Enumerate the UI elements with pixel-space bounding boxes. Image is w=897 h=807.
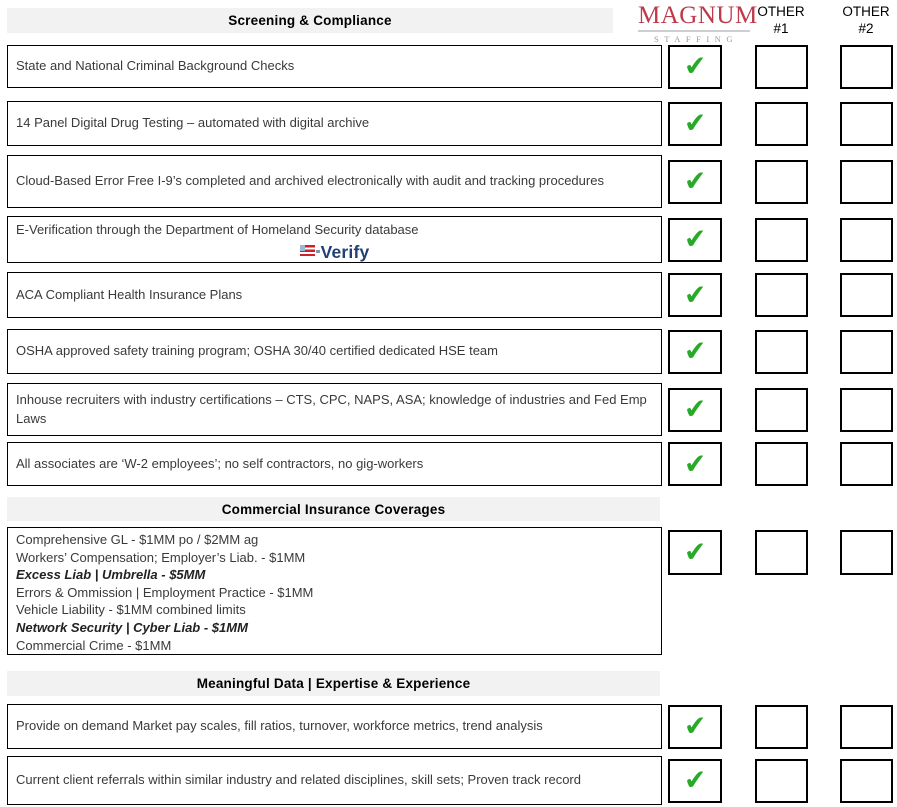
- other2-line2: #2: [858, 21, 874, 36]
- criteria-text: State and National Criminal Background Checks: [7, 45, 662, 88]
- insurance-line: Workers’ Compensation; Employer’s Liab. - $1MM: [16, 549, 306, 565]
- section-header-insurance: [7, 497, 660, 521]
- insurance-line: Network Security | Cyber Liab - $1MM: [16, 619, 248, 635]
- criteria-row: [0, 442, 897, 486]
- everify-logo: [300, 242, 370, 262]
- other2-check-cell: [840, 705, 893, 749]
- everify-wordmark: Verify: [320, 241, 370, 262]
- other2-check-cell: [840, 273, 893, 317]
- check-icon: ✔: [682, 165, 708, 198]
- other2-check-cell: [840, 442, 893, 486]
- other1-check-cell: [755, 530, 808, 575]
- criteria-text: All associates are ‘W-2 employees’; no self contractors, no gig-workers: [7, 442, 662, 486]
- logo-divider: [638, 30, 750, 32]
- everify-flag-icon: [300, 245, 315, 258]
- criteria-text: Cloud-Based Error Free I-9’s completed and archived electronically with audit and tracking procedures: [7, 155, 662, 208]
- check-icon: ✔: [682, 393, 708, 426]
- criteria-text: [7, 527, 662, 655]
- other1-check-cell: [755, 705, 808, 749]
- check-icon: ✔: [682, 107, 708, 140]
- criteria-row: [0, 527, 897, 655]
- other2-line1: OTHER: [842, 4, 890, 19]
- magnum-check-cell: [668, 530, 722, 575]
- other1-line2: #1: [773, 21, 789, 36]
- check-icon: ✔: [682, 764, 708, 797]
- column-header-other2: [833, 3, 897, 37]
- magnum-check-cell: [668, 45, 722, 89]
- other1-check-cell: [755, 442, 808, 486]
- criteria-row: [0, 272, 897, 318]
- column-header-other1: [748, 3, 814, 37]
- other1-check-cell: [755, 388, 808, 432]
- insurance-line: Commercial Crime - $1MM: [16, 637, 172, 653]
- other2-check-cell: [840, 759, 893, 803]
- magnum-check-cell: [668, 388, 722, 432]
- criteria-text: ACA Compliant Health Insurance Plans: [7, 272, 662, 318]
- check-icon: ✔: [682, 536, 708, 569]
- criteria-text: Current client referrals within similar industry and related disciplines, skill sets; Proven track record: [7, 756, 662, 805]
- magnum-check-cell: [668, 102, 722, 146]
- other2-check-cell: [840, 45, 893, 89]
- other1-check-cell: [755, 273, 808, 317]
- criteria-text: 14 Panel Digital Drug Testing – automated with digital archive: [7, 101, 662, 146]
- other1-line1: OTHER: [757, 4, 805, 19]
- section-header-screening: [7, 8, 613, 33]
- other1-check-cell: [755, 218, 808, 262]
- other2-check-cell: [840, 160, 893, 204]
- insurance-line: Vehicle Liability - $1MM combined limits: [16, 602, 246, 618]
- section-title: Screening & Compliance: [228, 13, 392, 28]
- other1-check-cell: [755, 45, 808, 89]
- other2-check-cell: [840, 218, 893, 262]
- check-icon: ✔: [682, 447, 708, 481]
- magnum-check-cell: [668, 759, 722, 803]
- criteria-row: [0, 216, 897, 263]
- magnum-check-cell: [668, 218, 722, 262]
- check-icon: ✔: [682, 50, 708, 83]
- criteria-row: [0, 383, 897, 436]
- other1-check-cell: [755, 330, 808, 374]
- magnum-check-cell: [668, 705, 722, 749]
- criteria-row: [0, 329, 897, 374]
- criteria-row: [0, 756, 897, 805]
- magnum-check-cell: [668, 273, 722, 317]
- criteria-row: [0, 704, 897, 749]
- insurance-line: Comprehensive GL - $1MM po / $2MM ag: [16, 532, 259, 547]
- criteria-text: E-Verification through the Department of Homeland Security database Verify: [7, 216, 662, 263]
- other2-check-cell: [840, 388, 893, 432]
- magnum-check-cell: [668, 330, 722, 374]
- criteria-text: OSHA approved safety training program; OSHA 30/40 certified dedicated HSE team: [7, 329, 662, 374]
- staffing-subtitle: STAFFING: [654, 34, 738, 44]
- flag-canton: [300, 245, 305, 251]
- other2-check-cell: [840, 530, 893, 575]
- criteria-row: [0, 45, 897, 88]
- section-title: Commercial Insurance Coverages: [221, 501, 446, 517]
- other1-check-cell: [755, 759, 808, 803]
- check-icon: ✔: [682, 710, 708, 743]
- criteria-text: Provide on demand Market pay scales, fill ratios, turnover, workforce metrics, trend analysis: [7, 704, 662, 749]
- magnum-logo: [638, 2, 758, 44]
- other2-check-cell: [840, 330, 893, 374]
- section-header-meaningful-data: [7, 671, 660, 696]
- magnum-wordmark: MAGNUM: [638, 2, 758, 29]
- other1-check-cell: [755, 102, 808, 146]
- criteria-text: Inhouse recruiters with industry certifications – CTS, CPC, NAPS, ASA; knowledge of industries and Fed Emp Laws: [7, 383, 662, 436]
- check-icon: ✔: [682, 278, 708, 312]
- check-icon: ✔: [682, 223, 708, 256]
- section-title: Meaningful Data | Expertise & Experience: [196, 676, 471, 691]
- magnum-check-cell: [668, 442, 722, 486]
- magnum-check-cell: [668, 160, 722, 204]
- check-icon: ✔: [682, 335, 708, 368]
- criteria-row: [0, 101, 897, 146]
- other1-check-cell: [755, 160, 808, 204]
- insurance-line: Excess Liab | Umbrella - $5MM: [16, 567, 206, 583]
- criteria-row: [0, 155, 897, 208]
- other2-check-cell: [840, 102, 893, 146]
- everify-dash: [316, 250, 320, 253]
- insurance-line: Errors & Ommission | Employment Practice - $1MM: [16, 584, 314, 600]
